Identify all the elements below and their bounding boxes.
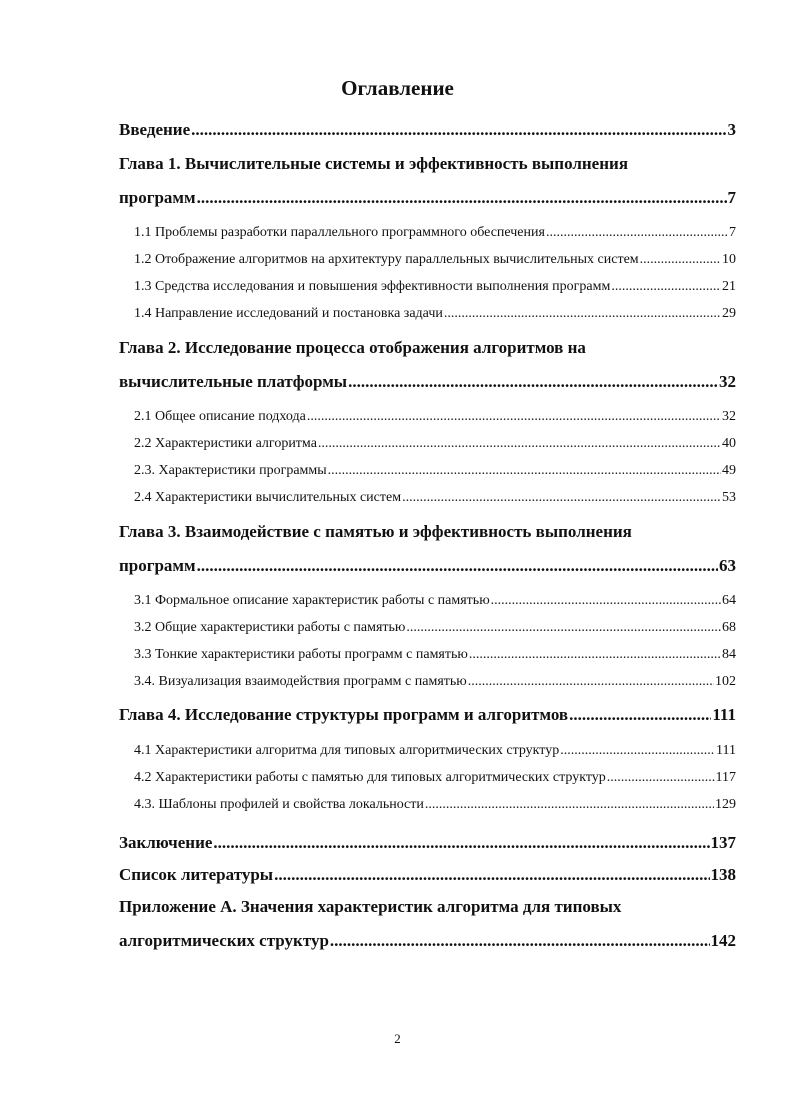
dot-leader	[546, 225, 728, 241]
dot-leader	[560, 743, 715, 759]
toc-sub-page: 111	[716, 743, 736, 758]
toc-entry-references[interactable]	[119, 865, 736, 897]
toc-sub-page: 40	[722, 436, 736, 451]
toc-sub-title: 3.1 Формальное описание характеристик работы с памятью	[134, 593, 490, 608]
dot-leader	[307, 409, 721, 425]
dot-leader	[607, 770, 715, 786]
toc-sub-page: 129	[715, 797, 736, 812]
toc-sub-page: 68	[722, 620, 736, 635]
toc-sub-title: 1.4 Направление исследований и постановка задачи	[134, 306, 443, 321]
dot-leader	[468, 674, 714, 690]
toc-appendix-line2[interactable]	[119, 931, 736, 965]
toc-sub-1-1[interactable]	[119, 225, 736, 252]
toc-entry-title: Глава 4. Исследование структуры программ и алгоритмов	[119, 705, 569, 724]
toc-sub-page: 102	[715, 674, 736, 689]
toc-sub-1-4[interactable]	[119, 306, 736, 338]
toc-chapter-2-line2[interactable]	[119, 372, 736, 409]
toc-sub-2-2[interactable]	[119, 436, 736, 463]
toc-entry-page: 137	[710, 833, 736, 852]
toc-entry-title: программ	[119, 188, 196, 207]
dot-leader	[406, 620, 721, 636]
dot-leader	[640, 252, 721, 268]
dot-leader	[197, 188, 727, 208]
dot-leader	[444, 306, 721, 322]
dot-leader	[328, 463, 721, 479]
dot-leader	[425, 797, 714, 813]
toc-sub-4-1[interactable]	[119, 743, 736, 770]
toc-entry-page: 138	[710, 865, 736, 884]
page-title: Оглавление	[341, 76, 454, 100]
toc-sub-page: 7	[729, 225, 736, 240]
toc-sub-title: 2.3. Характеристики программы	[134, 463, 327, 478]
toc-entry-title: вычислительные платформы	[119, 372, 348, 391]
dot-leader	[611, 279, 721, 295]
toc-entry-page: 3	[727, 120, 736, 139]
toc-sub-page: 84	[722, 647, 736, 662]
toc-sub-title: 2.2 Характеристики алгоритма	[134, 436, 317, 451]
toc-sub-3-4[interactable]	[119, 674, 736, 705]
toc-entry-title: алгоритмических структур	[119, 931, 329, 950]
toc-sub-3-2[interactable]	[119, 620, 736, 647]
toc-chapter-3-line2[interactable]	[119, 556, 736, 593]
toc-sub-title: 4.1 Характеристики алгоритма для типовых алгоритмических структур	[134, 743, 560, 758]
toc-sub-1-2[interactable]	[119, 252, 736, 279]
toc-entry-title: Введение	[119, 120, 191, 139]
toc-sub-4-2[interactable]	[119, 770, 736, 797]
dot-leader	[469, 647, 721, 663]
dot-leader	[191, 120, 726, 140]
toc-chapter-1-line1[interactable]: Глава 1. Вычислительные системы и эффективность выполнения	[119, 154, 629, 173]
toc-sub-page: 10	[722, 252, 736, 267]
toc-sub-4-3[interactable]	[119, 797, 736, 833]
toc-entry-page: 63	[719, 556, 736, 575]
toc-sub-title: 4.3. Шаблоны профилей и свойства локальности	[134, 797, 424, 812]
toc-entry-title: программ	[119, 556, 196, 575]
toc-sub-2-1[interactable]	[119, 409, 736, 436]
toc-entry-page: 111	[712, 705, 736, 724]
toc-sub-page: 29	[722, 306, 736, 321]
toc-entry-page: 7	[727, 188, 736, 207]
dot-leader	[569, 705, 711, 725]
toc-sub-page: 32	[722, 409, 736, 424]
dot-leader	[318, 436, 721, 452]
table-of-contents	[119, 120, 736, 965]
toc-sub-page: 53	[722, 490, 736, 505]
toc-sub-title: 3.3 Тонкие характеристики работы программ с памятью	[134, 647, 468, 662]
toc-sub-2-4[interactable]	[119, 490, 736, 522]
toc-sub-3-1[interactable]	[119, 593, 736, 620]
toc-chapter-4[interactable]	[119, 705, 736, 743]
toc-sub-2-3[interactable]	[119, 463, 736, 490]
toc-sub-title: 2.1 Общее описание подхода	[134, 409, 306, 424]
toc-chapter-1-line2[interactable]	[119, 188, 736, 225]
toc-appendix-line1[interactable]: Приложение А. Значения характеристик алгоритма для типовых	[119, 897, 622, 916]
toc-sub-title: 3.2 Общие характеристики работы с памятью	[134, 620, 406, 635]
dot-leader	[491, 593, 721, 609]
toc-entry-intro[interactable]	[119, 120, 736, 154]
toc-chapter-2-line1[interactable]: Глава 2. Исследование процесса отображения алгоритмов на	[119, 338, 586, 357]
toc-sub-title: 3.4. Визуализация взаимодействия программ с памятью	[134, 674, 467, 689]
toc-sub-title: 1.2 Отображение алгоритмов на архитектуру параллельных вычислительных систем	[134, 252, 639, 267]
toc-sub-page: 49	[722, 463, 736, 478]
toc-sub-3-3[interactable]	[119, 647, 736, 674]
toc-entry-title: Заключение	[119, 833, 213, 852]
toc-entry-page: 32	[719, 372, 736, 391]
toc-chapter-3-line1[interactable]: Глава 3. Взаимодействие с памятью и эффективность выполнения	[119, 522, 632, 541]
toc-entry-title: Список литературы	[119, 865, 274, 884]
dot-leader	[197, 556, 718, 576]
dot-leader	[348, 372, 718, 392]
dot-leader	[402, 490, 721, 506]
toc-sub-title: 4.2 Характеристики работы с памятью для типовых алгоритмических структур	[134, 770, 606, 785]
toc-sub-1-3[interactable]	[119, 279, 736, 306]
dot-leader	[330, 931, 710, 951]
dot-leader	[213, 833, 709, 853]
toc-sub-title: 1.3 Средства исследования и повышения эффективности выполнения программ	[134, 279, 611, 294]
toc-entry-page: 142	[710, 931, 736, 950]
page-number: 2	[394, 1031, 401, 1046]
toc-sub-title: 1.1 Проблемы разработки параллельного программного обеспечения	[134, 225, 545, 240]
toc-sub-page: 21	[722, 279, 736, 294]
dot-leader	[274, 865, 709, 885]
toc-sub-page: 117	[715, 770, 736, 785]
toc-sub-page: 64	[722, 593, 736, 608]
toc-entry-conclusion[interactable]	[119, 833, 736, 865]
toc-sub-title: 2.4 Характеристики вычислительных систем	[134, 490, 402, 505]
